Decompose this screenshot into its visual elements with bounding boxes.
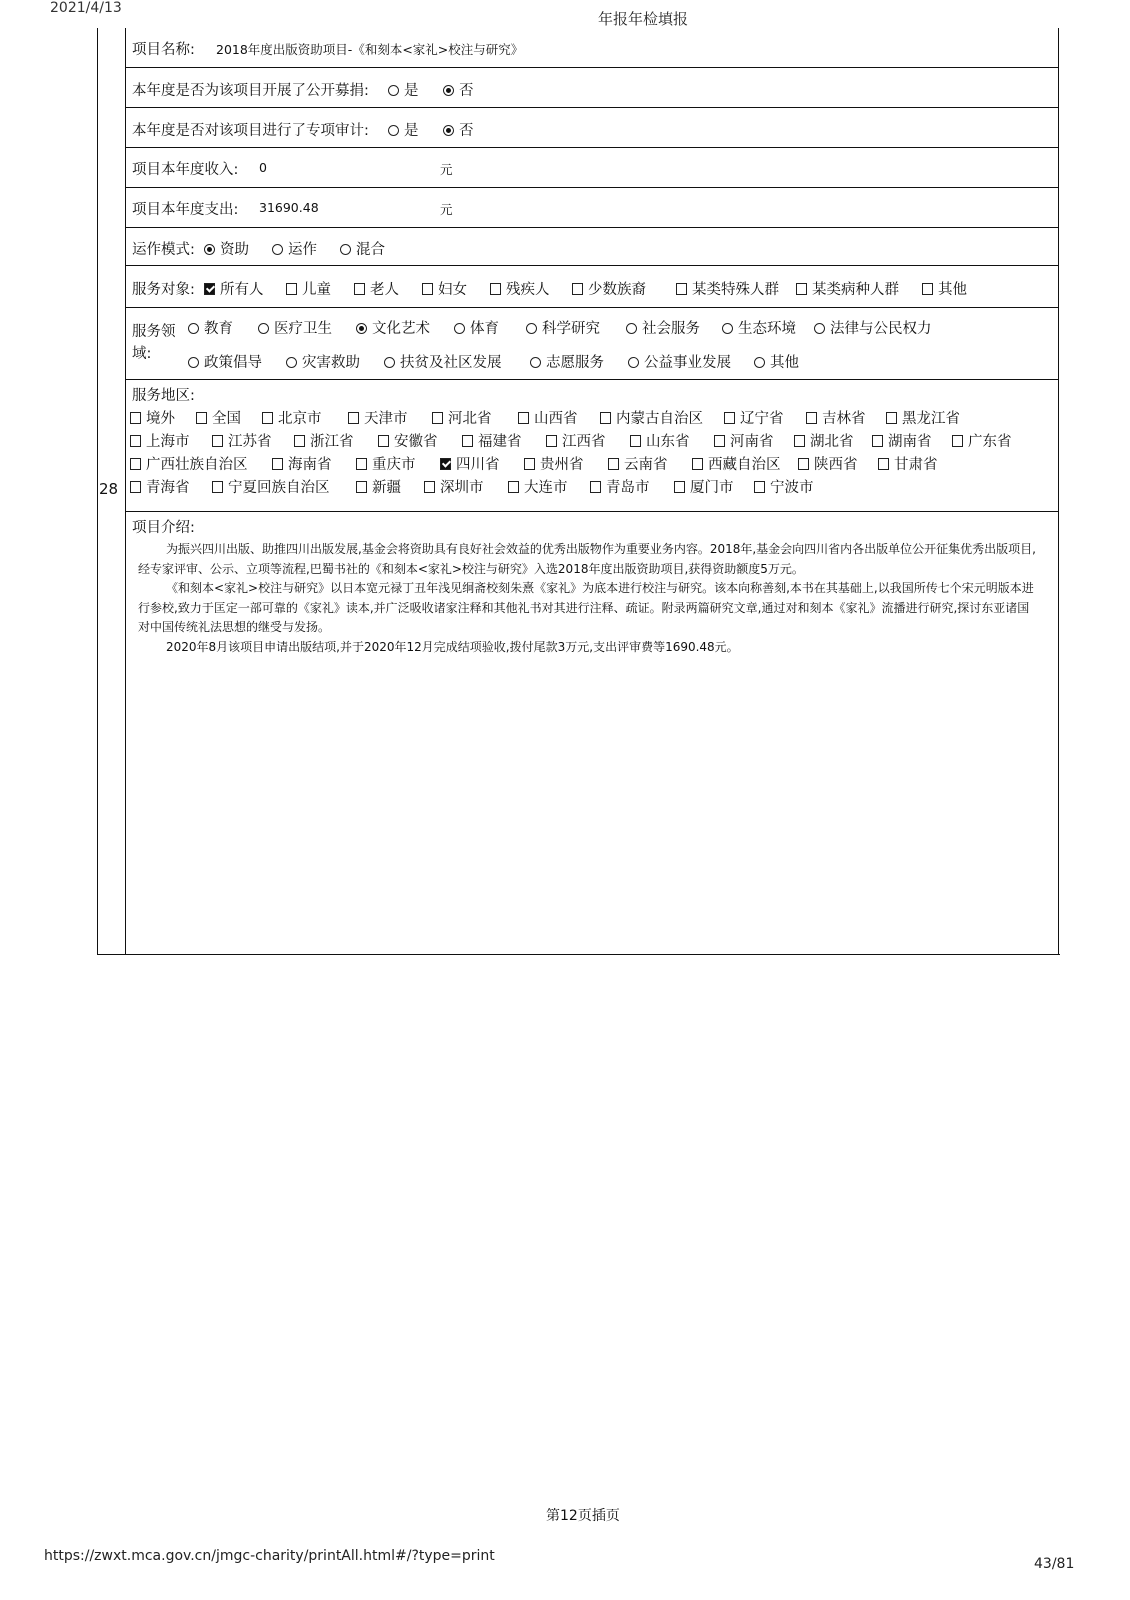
target-option[interactable] <box>490 278 550 299</box>
option-label: 浙江省 <box>310 434 354 450</box>
option-label: 青海省 <box>146 480 190 496</box>
region-option[interactable] <box>878 453 938 474</box>
checkbox-icon <box>600 412 611 424</box>
region-option[interactable] <box>262 407 322 428</box>
radio-selected-icon <box>443 85 454 96</box>
radio-selected-icon <box>204 244 215 255</box>
radio-icon <box>628 357 639 368</box>
checkbox-icon <box>286 283 297 295</box>
region-option[interactable] <box>806 407 866 428</box>
checkbox-icon <box>196 412 207 424</box>
region-option[interactable] <box>130 476 190 497</box>
field-option[interactable] <box>526 317 600 338</box>
target-option[interactable] <box>676 278 779 299</box>
option-label: 江西省 <box>562 434 606 450</box>
region-option[interactable] <box>798 453 858 474</box>
option-label: 河南省 <box>730 434 774 450</box>
option-label: 上海市 <box>146 434 190 450</box>
audit-no-option[interactable] <box>443 119 474 140</box>
region-option[interactable] <box>714 430 774 451</box>
radio-icon <box>258 323 269 334</box>
left-border <box>97 28 98 955</box>
option-label: 福建省 <box>478 434 522 450</box>
option-label: 资助 <box>220 242 249 258</box>
checkbox-icon <box>356 481 367 493</box>
region-option[interactable] <box>608 453 668 474</box>
option-label: 混合 <box>356 242 385 258</box>
option-label: 宁夏回族自治区 <box>228 480 330 496</box>
region-option[interactable] <box>590 476 650 497</box>
region-option[interactable] <box>294 430 354 451</box>
target-option[interactable] <box>286 278 331 299</box>
radio-icon <box>454 323 465 334</box>
region-option[interactable] <box>886 407 960 428</box>
checkbox-icon <box>294 435 305 447</box>
region-option[interactable] <box>130 453 248 474</box>
field-option[interactable] <box>286 351 360 372</box>
region-option[interactable] <box>432 407 492 428</box>
option-label: 大连市 <box>524 480 568 496</box>
region-option[interactable] <box>196 407 241 428</box>
radio-icon <box>530 357 541 368</box>
option-label: 甘肃省 <box>894 457 938 473</box>
option-label: 吉林省 <box>822 411 866 427</box>
expense-unit: 元 <box>440 202 453 217</box>
checkbox-icon <box>462 435 473 447</box>
project-intro-label: 项目介绍: <box>132 520 195 536</box>
mode-option-mixed[interactable] <box>340 238 385 259</box>
checkbox-icon <box>922 283 933 295</box>
region-option[interactable] <box>546 430 606 451</box>
checkbox-checked-icon <box>440 458 451 470</box>
option-label: 少数族裔 <box>588 282 646 298</box>
field-option[interactable] <box>530 351 604 372</box>
option-label: 四川省 <box>456 457 500 473</box>
option-label: 社会服务 <box>642 321 700 337</box>
radio-selected-icon <box>443 125 454 136</box>
project-form <box>125 28 1059 955</box>
option-label: 陕西省 <box>814 457 858 473</box>
checkbox-icon <box>608 458 619 470</box>
option-label: 某类病种人群 <box>812 282 899 298</box>
region-option[interactable] <box>518 407 578 428</box>
mode-option-operate[interactable] <box>272 238 317 259</box>
page-counter: 43/81 <box>1034 1556 1075 1572</box>
expense-row <box>126 188 1058 228</box>
region-option[interactable] <box>674 476 734 497</box>
option-label: 体育 <box>470 321 499 337</box>
checkbox-icon <box>872 435 883 447</box>
checkbox-icon <box>490 283 501 295</box>
field-option[interactable] <box>384 351 502 372</box>
target-option[interactable] <box>204 278 264 299</box>
option-label: 广东省 <box>968 434 1012 450</box>
region-option[interactable] <box>600 407 703 428</box>
checkbox-icon <box>130 435 141 447</box>
operation-mode-label: 运作模式: <box>132 242 195 258</box>
intro-paragraph: 《和刻本<家礼>校注与研究》以日本宽元禄丁丑年浅见䌹斋校刻朱熹《家礼》为底本进行校注与研究。该本向称善刻,本书在其基础上,以我国所传七个宋元明版本进行参校,致力于匡定一部可靠的《家礼》读本,并广泛吸收诸家注释和其他礼书对其进行注释、疏证。附录两篇研究文章,通过对和刻本《家礼》流播进行研究,探讨东亚诸国对中国传统礼法思想的继受与发扬。 <box>138 581 1034 634</box>
region-option[interactable] <box>424 476 484 497</box>
checkbox-icon <box>630 435 641 447</box>
radio-icon <box>526 323 537 334</box>
insert-page-label: 第12页插页 <box>546 1508 620 1524</box>
checkbox-icon <box>952 435 963 447</box>
option-label: 湖南省 <box>888 434 932 450</box>
fundraising-row <box>126 68 1058 108</box>
option-label: 厦门市 <box>690 480 734 496</box>
option-label: 内蒙古自治区 <box>616 411 703 427</box>
option-label: 山西省 <box>534 411 578 427</box>
project-name-label: 项目名称: <box>132 42 195 58</box>
checkbox-icon <box>130 458 141 470</box>
checkbox-icon <box>798 458 809 470</box>
field-option[interactable] <box>628 351 731 372</box>
income-value: 0 <box>259 160 267 175</box>
target-option[interactable] <box>796 278 899 299</box>
audit-label: 本年度是否对该项目进行了专项审计: <box>132 123 369 139</box>
income-unit: 元 <box>440 162 453 177</box>
checkbox-icon <box>130 481 141 493</box>
checkbox-icon <box>354 283 365 295</box>
radio-selected-icon <box>356 323 367 334</box>
option-label: 其他 <box>770 355 799 371</box>
service-regions-row <box>126 380 1058 512</box>
option-label: 河北省 <box>448 411 492 427</box>
checkbox-icon <box>348 412 359 424</box>
radio-icon <box>626 323 637 334</box>
option-label: 全国 <box>212 411 241 427</box>
checkbox-icon <box>422 283 433 295</box>
radio-icon <box>384 357 395 368</box>
region-option[interactable] <box>630 430 690 451</box>
option-label: 医疗卫生 <box>274 321 332 337</box>
checkbox-icon <box>212 435 223 447</box>
field-option[interactable] <box>754 351 799 372</box>
region-option[interactable] <box>952 430 1012 451</box>
checkbox-icon <box>676 283 687 295</box>
service-fields-label: 服务领 <box>132 324 176 340</box>
option-label: 教育 <box>204 321 233 337</box>
option-label: 否 <box>459 123 474 139</box>
option-label: 山东省 <box>646 434 690 450</box>
target-option[interactable] <box>422 278 467 299</box>
option-label: 北京市 <box>278 411 322 427</box>
service-targets-row <box>126 266 1058 308</box>
fundraising-label: 本年度是否为该项目开展了公开募捐: <box>132 83 369 99</box>
row-number: 28 <box>99 480 119 498</box>
checkbox-icon <box>272 458 283 470</box>
field-option[interactable] <box>188 317 233 338</box>
radio-icon <box>388 85 399 96</box>
option-label: 妇女 <box>438 282 467 298</box>
option-label: 是 <box>404 123 419 139</box>
region-option[interactable] <box>356 453 416 474</box>
service-fields-label-cont: 域: <box>132 346 152 362</box>
option-label: 志愿服务 <box>546 355 604 371</box>
option-label: 江苏省 <box>228 434 272 450</box>
income-row <box>126 148 1058 188</box>
region-option[interactable] <box>348 407 408 428</box>
checkbox-icon <box>212 481 223 493</box>
target-option[interactable] <box>922 278 967 299</box>
checkbox-icon <box>590 481 601 493</box>
option-label: 其他 <box>938 282 967 298</box>
checkbox-icon <box>356 458 367 470</box>
region-option[interactable] <box>272 453 332 474</box>
option-label: 生态环境 <box>738 321 796 337</box>
region-option[interactable] <box>724 407 784 428</box>
option-label: 宁波市 <box>770 480 814 496</box>
region-option[interactable] <box>692 453 781 474</box>
audit-yes-option[interactable] <box>388 119 419 140</box>
option-label: 辽宁省 <box>740 411 784 427</box>
radio-icon <box>188 357 199 368</box>
checkbox-icon <box>524 458 535 470</box>
radio-icon <box>754 357 765 368</box>
checkbox-icon <box>130 412 141 424</box>
radio-icon <box>388 125 399 136</box>
print-date: 2021/4/13 <box>50 0 122 16</box>
checkbox-icon <box>262 412 273 424</box>
project-name-row <box>126 28 1058 68</box>
option-label: 否 <box>459 83 474 99</box>
radio-icon <box>340 244 351 255</box>
audit-row <box>126 108 1058 148</box>
option-label: 黑龙江省 <box>902 411 960 427</box>
region-option[interactable] <box>212 430 272 451</box>
fundraising-yes-option[interactable] <box>388 79 419 100</box>
option-label: 安徽省 <box>394 434 438 450</box>
operation-mode-row <box>126 228 1058 266</box>
intro-paragraph: 为振兴四川出版、助推四川出版发展,基金会将资助具有良好社会效益的优秀出版物作为重要业务内容。2018年,基金会向四川省内各出版单位公开征集优秀出版项目,经专家评审、公示、立项等流程,巴蜀书社的《和刻本<家礼>校注与研究》入选2018年度出版资助项目,获得资助额度5万元。 <box>138 542 1036 576</box>
checkbox-checked-icon <box>204 283 215 295</box>
radio-icon <box>722 323 733 334</box>
option-label: 公益事业发展 <box>644 355 731 371</box>
target-option[interactable] <box>354 278 399 299</box>
intro-paragraph: 2020年8月该项目申请出版结项,并于2020年12月完成结项验收,拨付尾款3万元,支出评审费等1690.48元。 <box>166 640 739 654</box>
service-regions-label: 服务地区: <box>132 388 195 404</box>
option-label: 广西壮族自治区 <box>146 457 248 473</box>
project-name-value: 2018年度出版资助项目-《和刻本<家礼>校注与研究》 <box>216 42 524 57</box>
checkbox-icon <box>424 481 435 493</box>
checkbox-icon <box>796 283 807 295</box>
checkbox-icon <box>878 458 889 470</box>
field-option[interactable] <box>258 317 332 338</box>
region-option[interactable] <box>212 476 330 497</box>
service-fields-row <box>126 308 1058 380</box>
expense-label: 项目本年度支出: <box>132 202 239 218</box>
option-label: 灾害救助 <box>302 355 360 371</box>
checkbox-icon <box>724 412 735 424</box>
field-option[interactable] <box>814 317 932 338</box>
project-intro-row <box>126 512 1058 953</box>
region-option[interactable] <box>524 453 584 474</box>
checkbox-icon <box>674 481 685 493</box>
region-option[interactable] <box>440 453 500 474</box>
option-label: 政策倡导 <box>204 355 262 371</box>
income-label: 项目本年度收入: <box>132 162 239 178</box>
option-label: 扶贫及社区发展 <box>400 355 502 371</box>
option-label: 海南省 <box>288 457 332 473</box>
field-option[interactable] <box>454 317 499 338</box>
checkbox-icon <box>432 412 443 424</box>
checkbox-icon <box>754 481 765 493</box>
region-option[interactable] <box>462 430 522 451</box>
checkbox-icon <box>692 458 703 470</box>
option-label: 云南省 <box>624 457 668 473</box>
option-label: 某类特殊人群 <box>692 282 779 298</box>
field-option[interactable] <box>356 317 430 338</box>
option-label: 天津市 <box>364 411 408 427</box>
region-option[interactable] <box>356 476 401 497</box>
target-option[interactable] <box>572 278 646 299</box>
radio-icon <box>814 323 825 334</box>
radio-icon <box>188 323 199 334</box>
service-targets-label: 服务对象: <box>132 282 195 298</box>
option-label: 新疆 <box>372 480 401 496</box>
option-label: 境外 <box>146 411 175 427</box>
option-label: 残疾人 <box>506 282 550 298</box>
field-option[interactable] <box>626 317 700 338</box>
option-label: 法律与公民权力 <box>830 321 932 337</box>
region-option[interactable] <box>794 430 854 451</box>
region-option[interactable] <box>872 430 932 451</box>
option-label: 青岛市 <box>606 480 650 496</box>
checkbox-icon <box>518 412 529 424</box>
checkbox-icon <box>546 435 557 447</box>
checkbox-icon <box>508 481 519 493</box>
checkbox-icon <box>794 435 805 447</box>
region-option[interactable] <box>754 476 814 497</box>
option-label: 湖北省 <box>810 434 854 450</box>
mode-option-grant[interactable] <box>204 238 249 259</box>
checkbox-icon <box>886 412 897 424</box>
field-option[interactable] <box>722 317 796 338</box>
option-label: 所有人 <box>220 282 264 298</box>
region-option[interactable] <box>508 476 568 497</box>
page-title: 年报年检填报 <box>598 10 689 28</box>
print-url: https://zwxt.mca.gov.cn/jmgc-charity/printAll.html#/?type=print <box>44 1548 495 1564</box>
region-option[interactable] <box>130 430 190 451</box>
checkbox-icon <box>572 283 583 295</box>
fundraising-no-option[interactable] <box>443 79 474 100</box>
radio-icon <box>286 357 297 368</box>
option-label: 科学研究 <box>542 321 600 337</box>
field-option[interactable] <box>188 351 262 372</box>
region-option[interactable] <box>130 407 175 428</box>
expense-value: 31690.48 <box>259 200 319 215</box>
option-label: 老人 <box>370 282 399 298</box>
option-label: 运作 <box>288 242 317 258</box>
region-option[interactable] <box>378 430 438 451</box>
option-label: 贵州省 <box>540 457 584 473</box>
checkbox-icon <box>714 435 725 447</box>
option-label: 西藏自治区 <box>708 457 781 473</box>
option-label: 是 <box>404 83 419 99</box>
option-label: 文化艺术 <box>372 321 430 337</box>
checkbox-icon <box>806 412 817 424</box>
option-label: 重庆市 <box>372 457 416 473</box>
checkbox-icon <box>378 435 389 447</box>
option-label: 深圳市 <box>440 480 484 496</box>
option-label: 儿童 <box>302 282 331 298</box>
radio-icon <box>272 244 283 255</box>
